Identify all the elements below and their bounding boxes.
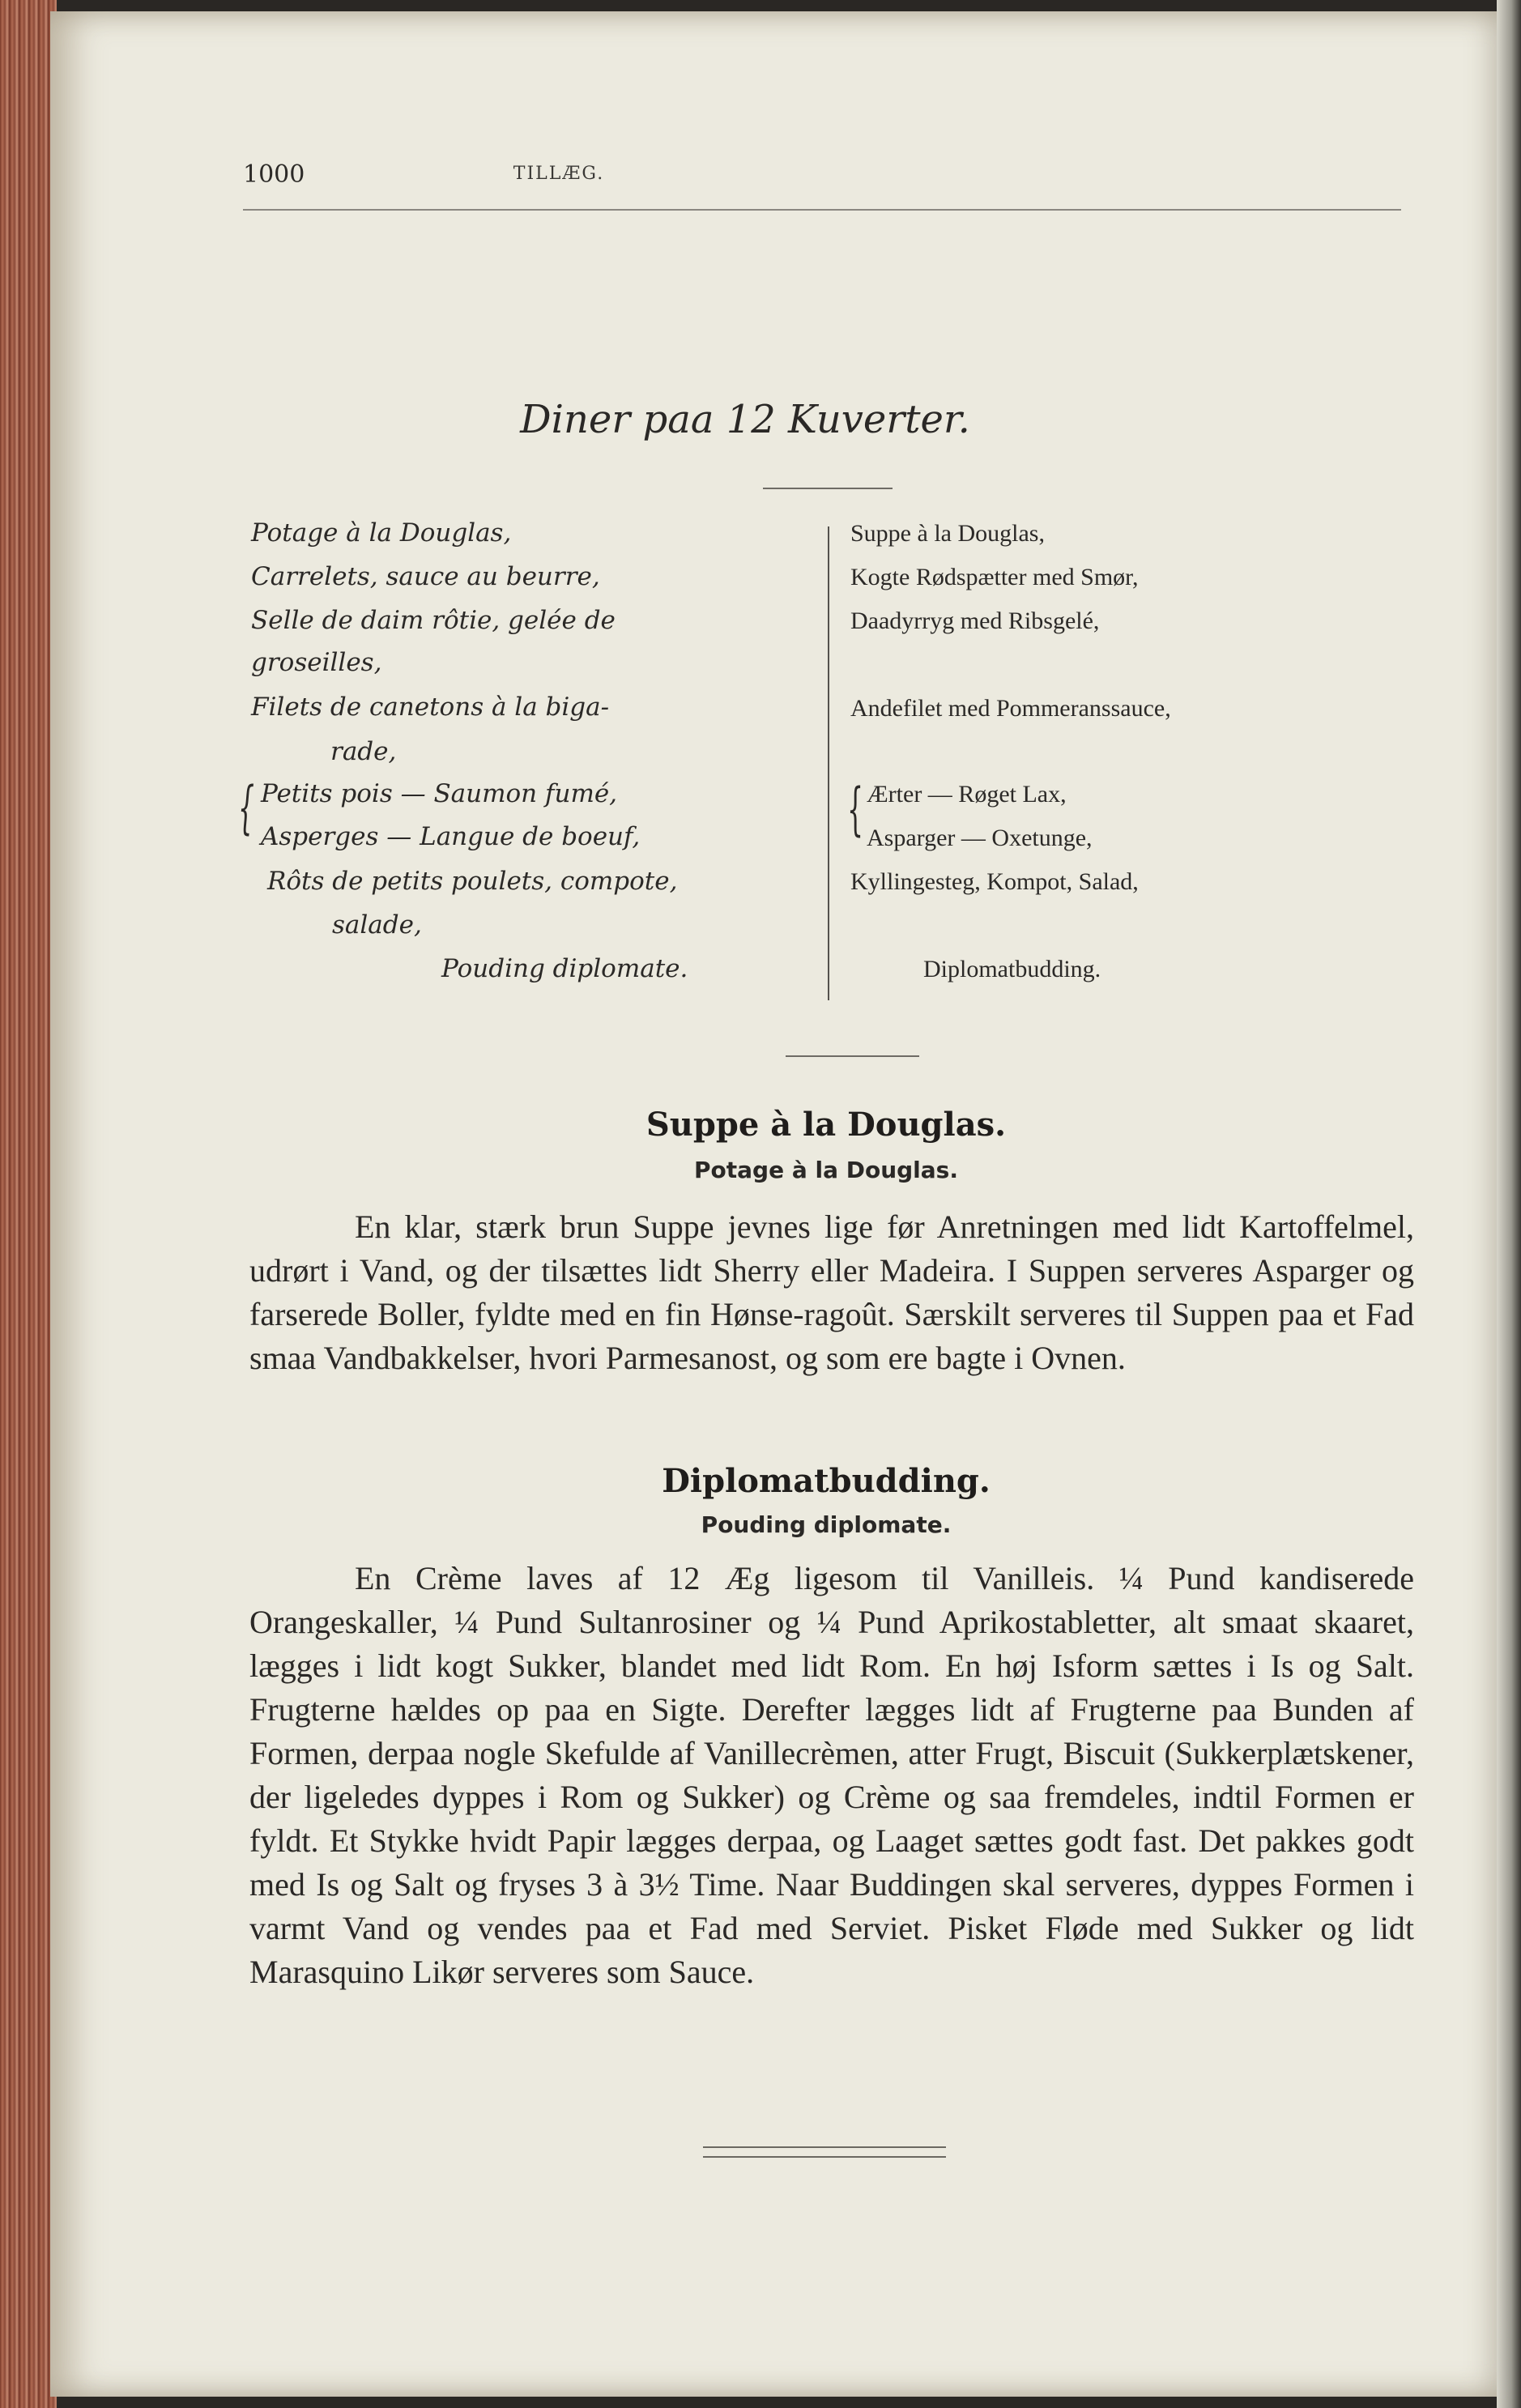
recipe-paragraph: En Crème laves af 12 Æg ligesom til Vanilleis. ¼ Pund kandiserede Orangeskaller, ¼ Pund Sultanrosiner og ¼ Pund Aprikostabletter, alt smaat skaaret, lægges i lidt kogt Sukker, blandet med lidt Rom. En høj Isform sættes i Is og Salt. Frugterne hældes op paa en Sigte. Derefter lægges lidt af Frugterne paa Bunden af Formen, derpaa nogle Skefulde af Vanillecrèmen, atter Frugt, Biscuit (Sukkerplætskener, der ligeledes dyppes i Rom og Sukker) og Crème og saa fremdeles, indtil Formen er fyldt. Et Stykke hvidt Papir lægges derpaa, og Laaget sættes godt fast. Det pakkes godt med Is og Salt og fryses 3 à 3½ Time. Naar Buddingen skal serveres, dyppes Formen i varmt Vand og vendes paa et Fad med Serviet. Pisket Fløde med Sukker og lidt Marasquino Likør serveres som Sauce. bbox=[249, 1560, 1414, 1990]
menu-fr-line: Filets de canetons à la biga- bbox=[251, 693, 610, 722]
menu-fr-line: Selle de daim rôtie, gelée de bbox=[251, 606, 616, 635]
menu-brace: { bbox=[238, 774, 255, 841]
menu-fr-line: Asperges — Langue de boeuf, bbox=[261, 822, 641, 851]
running-head: TILLÆG. bbox=[513, 164, 605, 184]
title-rule bbox=[763, 488, 893, 489]
book-page bbox=[50, 11, 1500, 2397]
menu-fr-line: Potage à la Douglas, bbox=[251, 518, 512, 548]
book-spine-edge bbox=[0, 0, 57, 2408]
page-right-edge bbox=[1497, 0, 1521, 2408]
menu-fr-line: salade, bbox=[332, 910, 422, 940]
menu-end-rule bbox=[786, 1055, 919, 1057]
menu-da-line: Suppe à la Douglas, bbox=[850, 520, 1045, 547]
section-title-suppe: Suppe à la Douglas. bbox=[645, 1106, 1007, 1144]
menu-da-line: Diplomatbudding. bbox=[923, 956, 1101, 982]
menu-da-line: Daadyrryg med Ribsgelé, bbox=[850, 607, 1100, 634]
recipe-paragraph: En klar, stærk brun Suppe jevnes lige før Anretningen med lidt Kartoffelmel, udrørt i Vand, og der tilsættes lidt Sherry eller Madeira. I Suppen serveres Asparger og farserede Boller, fyldte med en fin Hønse-ragoût. Særskilt serveres til Suppen paa et Fad smaa Vandbakkelser, hvori Parmesanost, og som ere bagte i Ovnen. bbox=[249, 1208, 1414, 1376]
page-header bbox=[243, 152, 1401, 211]
menu-fr-line: Petits pois — Saumon fumé, bbox=[261, 779, 618, 808]
menu-fr-line: groseilles, bbox=[251, 648, 382, 677]
menu-fr-line: Pouding diplomate. bbox=[441, 954, 688, 983]
section-subtitle-diplomat: Pouding diplomate. bbox=[701, 1511, 952, 1538]
menu-fr-line: Rôts de petits poulets, compote, bbox=[267, 867, 678, 896]
menu-da-line: Andefilet med Pommeranssauce, bbox=[850, 695, 1171, 722]
end-double-rule bbox=[703, 2146, 946, 2158]
page-number: 1000 bbox=[243, 160, 305, 189]
section-body-diplomat bbox=[249, 1557, 1414, 1994]
menu-da-line: Kogte Rødspætter med Smør, bbox=[850, 564, 1139, 590]
menu-title: Diner paa 12 Kuverter. bbox=[520, 397, 970, 442]
menu-da-line: Kyllingesteg, Kompot, Salad, bbox=[850, 868, 1139, 895]
menu-fr-line: Carrelets, sauce au beurre, bbox=[251, 562, 600, 591]
menu-da-line: Asparger — Oxetunge, bbox=[867, 825, 1093, 851]
section-subtitle-suppe: Potage à la Douglas. bbox=[694, 1157, 958, 1183]
section-body-suppe bbox=[249, 1205, 1414, 1380]
menu-fr-line: rade, bbox=[330, 737, 397, 766]
menu-column-divider bbox=[828, 526, 829, 1000]
menu-da-line: Ærter — Røget Lax, bbox=[867, 781, 1067, 808]
menu-brace: { bbox=[847, 776, 864, 842]
section-title-diplomat: Diplomatbudding. bbox=[662, 1462, 991, 1500]
